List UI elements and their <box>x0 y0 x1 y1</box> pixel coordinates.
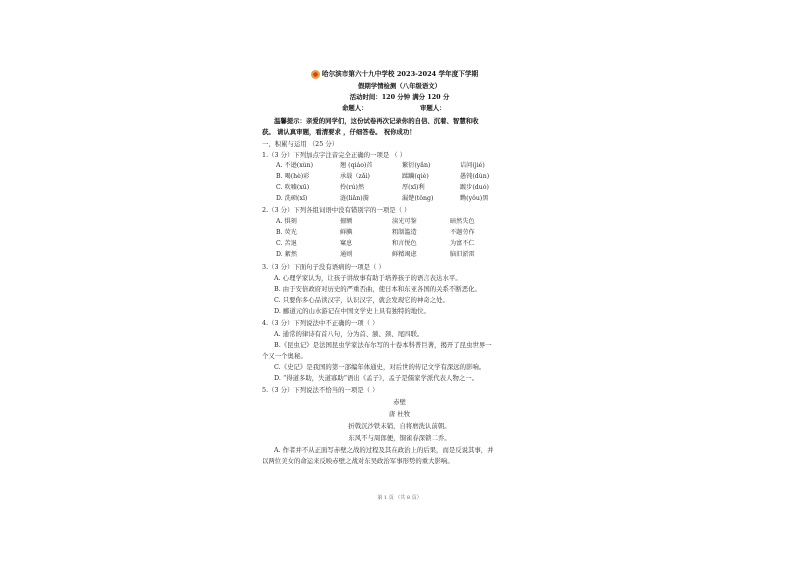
q2-option-c-4: 为富不仁 <box>450 240 475 247</box>
setter-label: 命题人： <box>342 104 368 112</box>
q1-stem: 1.（3 分）下列加点字注音完全正确的一项是 （ ） <box>262 151 407 159</box>
q2-option-a-2: 擅额 <box>340 218 353 225</box>
poem-title: 赤壁 <box>393 398 406 406</box>
q2-option-d-3: 鲜精竭虑 <box>392 251 417 258</box>
q2-option-d-1: D. 絮然 <box>276 251 298 258</box>
q5-option-a: A. 作者并不从正面写赤壁之战的过程及其在政治上的后果，而是反说其事，并 <box>274 446 494 454</box>
q2-option-b-4: 不题劳作 <box>450 229 475 236</box>
poem-author: 唐 杜牧 <box>388 410 411 418</box>
q1-option-c-3: 厚(xī)利 <box>402 184 425 191</box>
q2-option-c-1: C. 苦退 <box>276 240 297 247</box>
page-footer: 第 1 页 （共 8 页） <box>377 495 422 501</box>
section-heading: 一、积累与运用 （25 分） <box>262 140 339 148</box>
q1-option-c-2: 拎(rú)然 <box>340 184 365 191</box>
q3-option-c: C. 只要你多心品读汉字，认识汉字，就会发现它的神奇之处。 <box>274 296 449 304</box>
q4-option-c: C.《史记》是我国的第一部编年体通史，对后世的传记文学有深远的影响。 <box>274 363 486 371</box>
tip-line-2: 获。 请认真审题，看清要求 ，仔细答卷。 祝你成功！ <box>262 128 416 136</box>
q1-option-d-1: D. 洗硕(xǐ) <box>276 195 308 202</box>
q3-option-a: A. 心理学家认为，让孩子讲故事有助于培养孩子的语言表达水平。 <box>274 274 462 282</box>
q2-option-a-4: 暗然失色 <box>450 218 475 225</box>
q5-option-a-cont: 以两位美女的命运来反映赤壁之战对东吴政治军事形势的重大影响。 <box>262 457 454 465</box>
q1-option-b-1: B. 喝(hè)彩 <box>276 173 310 180</box>
q1-option-a-2: 翘 (qiáo)首 <box>340 162 373 169</box>
q1-option-d-3: 漏楚(tǒng) <box>402 195 434 202</box>
q2-option-b-3: 粗制滥造 <box>392 229 417 236</box>
q1-option-a-4: 诘问(jié) <box>460 162 485 169</box>
q4-option-a: A. 通常的律诗有首八句，分为首、颔、颈、尾四联。 <box>274 330 424 338</box>
exam-title: 假期学情检测（八年级语文） <box>357 82 442 90</box>
q2-option-b-2: 鲜腆 <box>340 229 353 236</box>
q2-option-a-1: A. 惧刻 <box>276 218 297 225</box>
q4-option-b: B.《昆虫记》是法国昆虫学家法布尔写的十卷本科普巨著，揭开了昆虫世界一 <box>274 341 492 349</box>
time-score: 活动时间：120 分钟 满分 120 分 <box>349 93 450 101</box>
q2-option-b-1: B. 荧光 <box>276 229 297 236</box>
q1-option-a-1: A. 不逊(xùn) <box>276 162 314 169</box>
q2-option-d-2: 通则 <box>340 251 353 258</box>
q1-option-b-2: 承载（zǎi) <box>340 173 370 180</box>
q2-option-d-4: 脑旧淤雷 <box>450 251 475 258</box>
poem-line-1: 折戟沉沙铁未销，自将磨洗认前朝。 <box>348 422 451 430</box>
q3-stem: 3.（3 分）下面句子没有语病的一项是（ ） <box>262 263 385 271</box>
q1-option-c-1: C. 吹嘘(xū) <box>276 184 310 191</box>
q4-option-d: D. “得道多助，失道寡助”语出《孟子》，孟子是儒家学派代表人物之一。 <box>274 374 479 382</box>
q2-option-c-3: 和言悦色 <box>392 240 417 247</box>
exam-paper <box>262 60 537 515</box>
q1-option-b-3: 蹂躏(qiè) <box>402 173 429 180</box>
q4-stem: 4.（3 分）下列说法中不正确的一项（ ） <box>262 319 379 327</box>
q1-option-d-4: 黝(yǒu)黑 <box>460 195 489 202</box>
q1-option-a-3: 繁衍(yǎn) <box>402 162 431 169</box>
q1-option-d-2: 涟(liǎn)漪 <box>340 195 369 202</box>
q5-stem: 5.（3 分）下列说法不恰当的一项是（ ） <box>262 386 379 394</box>
q1-option-c-4: 踱步(duó) <box>460 184 489 191</box>
q4-option-b-cont: 个又一个奥秘。 <box>262 352 307 360</box>
tip-line-1: 温馨提示：亲爱的同学们，这份试卷再次记录你的自信、沉着、智慧和收 <box>274 117 479 125</box>
school-logo-icon <box>311 70 320 79</box>
reviewer-label: 审题人： <box>420 104 446 112</box>
q3-option-d: D. 郦道元的山水游记在中国文学史上具有独特的地位。 <box>274 307 430 315</box>
q3-option-b: B. 由于安倍政府对历史的严重否曲，使日本和东亚各国的关系不断恶化。 <box>274 285 481 293</box>
poem-line-2: 东风不与周郎便，铜雀春深锁二乔。 <box>348 434 451 442</box>
q2-option-c-2: 窠息 <box>340 240 353 247</box>
q1-option-b-4: 愚钝(dùn) <box>460 173 490 180</box>
q2-option-a-3: 渎光可鉴 <box>392 218 417 225</box>
q2-stem: 2.（3 分）下列各组词语中没有错别字的一项是（ ） <box>262 206 411 214</box>
school-line: 哈尔滨市第六十九中学校 2023-2024 学年度下学期 <box>322 70 479 78</box>
